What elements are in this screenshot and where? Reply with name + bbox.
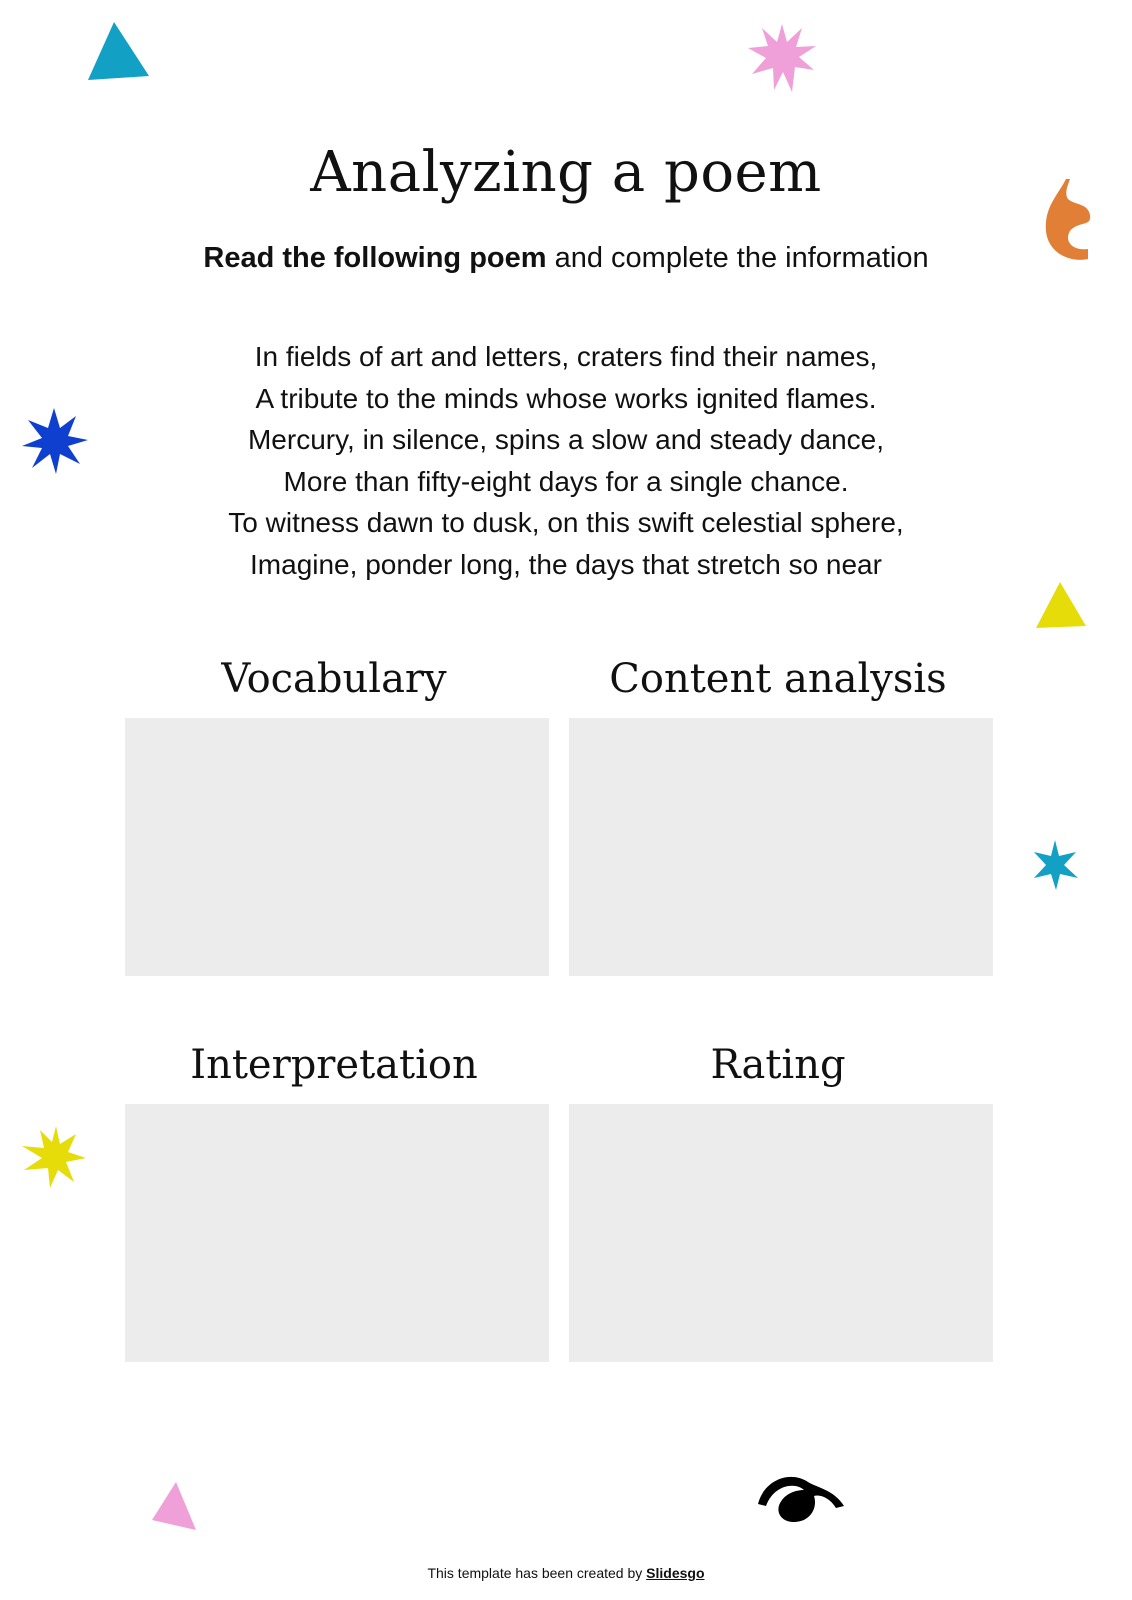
pink-triangle-icon	[150, 1480, 200, 1532]
vocabulary-heading: Vocabulary	[221, 656, 447, 702]
interpretation-heading: Interpretation	[190, 1042, 478, 1088]
teal-star-icon	[1030, 838, 1080, 892]
poem-line: Imagine, ponder long, the days that stretch so near	[250, 548, 882, 580]
poem	[0, 336, 1132, 585]
footer	[0, 1565, 1132, 1581]
poem-line: To witness dawn to dusk, on this swift celestial sphere,	[228, 507, 904, 538]
poem-line: Mercury, in silence, spins a slow and steady dance,	[247, 424, 884, 455]
interpretation-box[interactable]	[125, 1104, 549, 1362]
page-title: Analyzing a poem	[310, 140, 822, 205]
poem-line: More than fifty-eight days for a single chance.	[283, 465, 849, 497]
footer-text: This template has been created by	[427, 1565, 647, 1581]
yellow-star-icon	[20, 1124, 88, 1190]
teal-triangle-icon	[86, 20, 152, 82]
pink-star-icon	[746, 22, 818, 94]
content-analysis-heading: Content analysis	[609, 656, 947, 702]
rating-heading: Rating	[710, 1042, 846, 1088]
rating-box[interactable]	[569, 1104, 993, 1362]
poem-line: A tribute to the minds whose works ignited flames.	[255, 382, 877, 414]
poem-line: In fields of art and letters, craters find their names,	[254, 341, 878, 372]
instructions	[0, 242, 1132, 275]
instructions-bold: Read the following poem	[203, 242, 547, 274]
slidesgo-link[interactable]: Slidesgo	[646, 1565, 705, 1581]
yellow-triangle-icon	[1034, 580, 1088, 630]
content-analysis-box[interactable]	[569, 718, 993, 976]
vocabulary-box[interactable]	[125, 718, 549, 976]
instructions-rest: and complete the information	[546, 242, 929, 274]
black-swirl-icon	[752, 1468, 850, 1528]
